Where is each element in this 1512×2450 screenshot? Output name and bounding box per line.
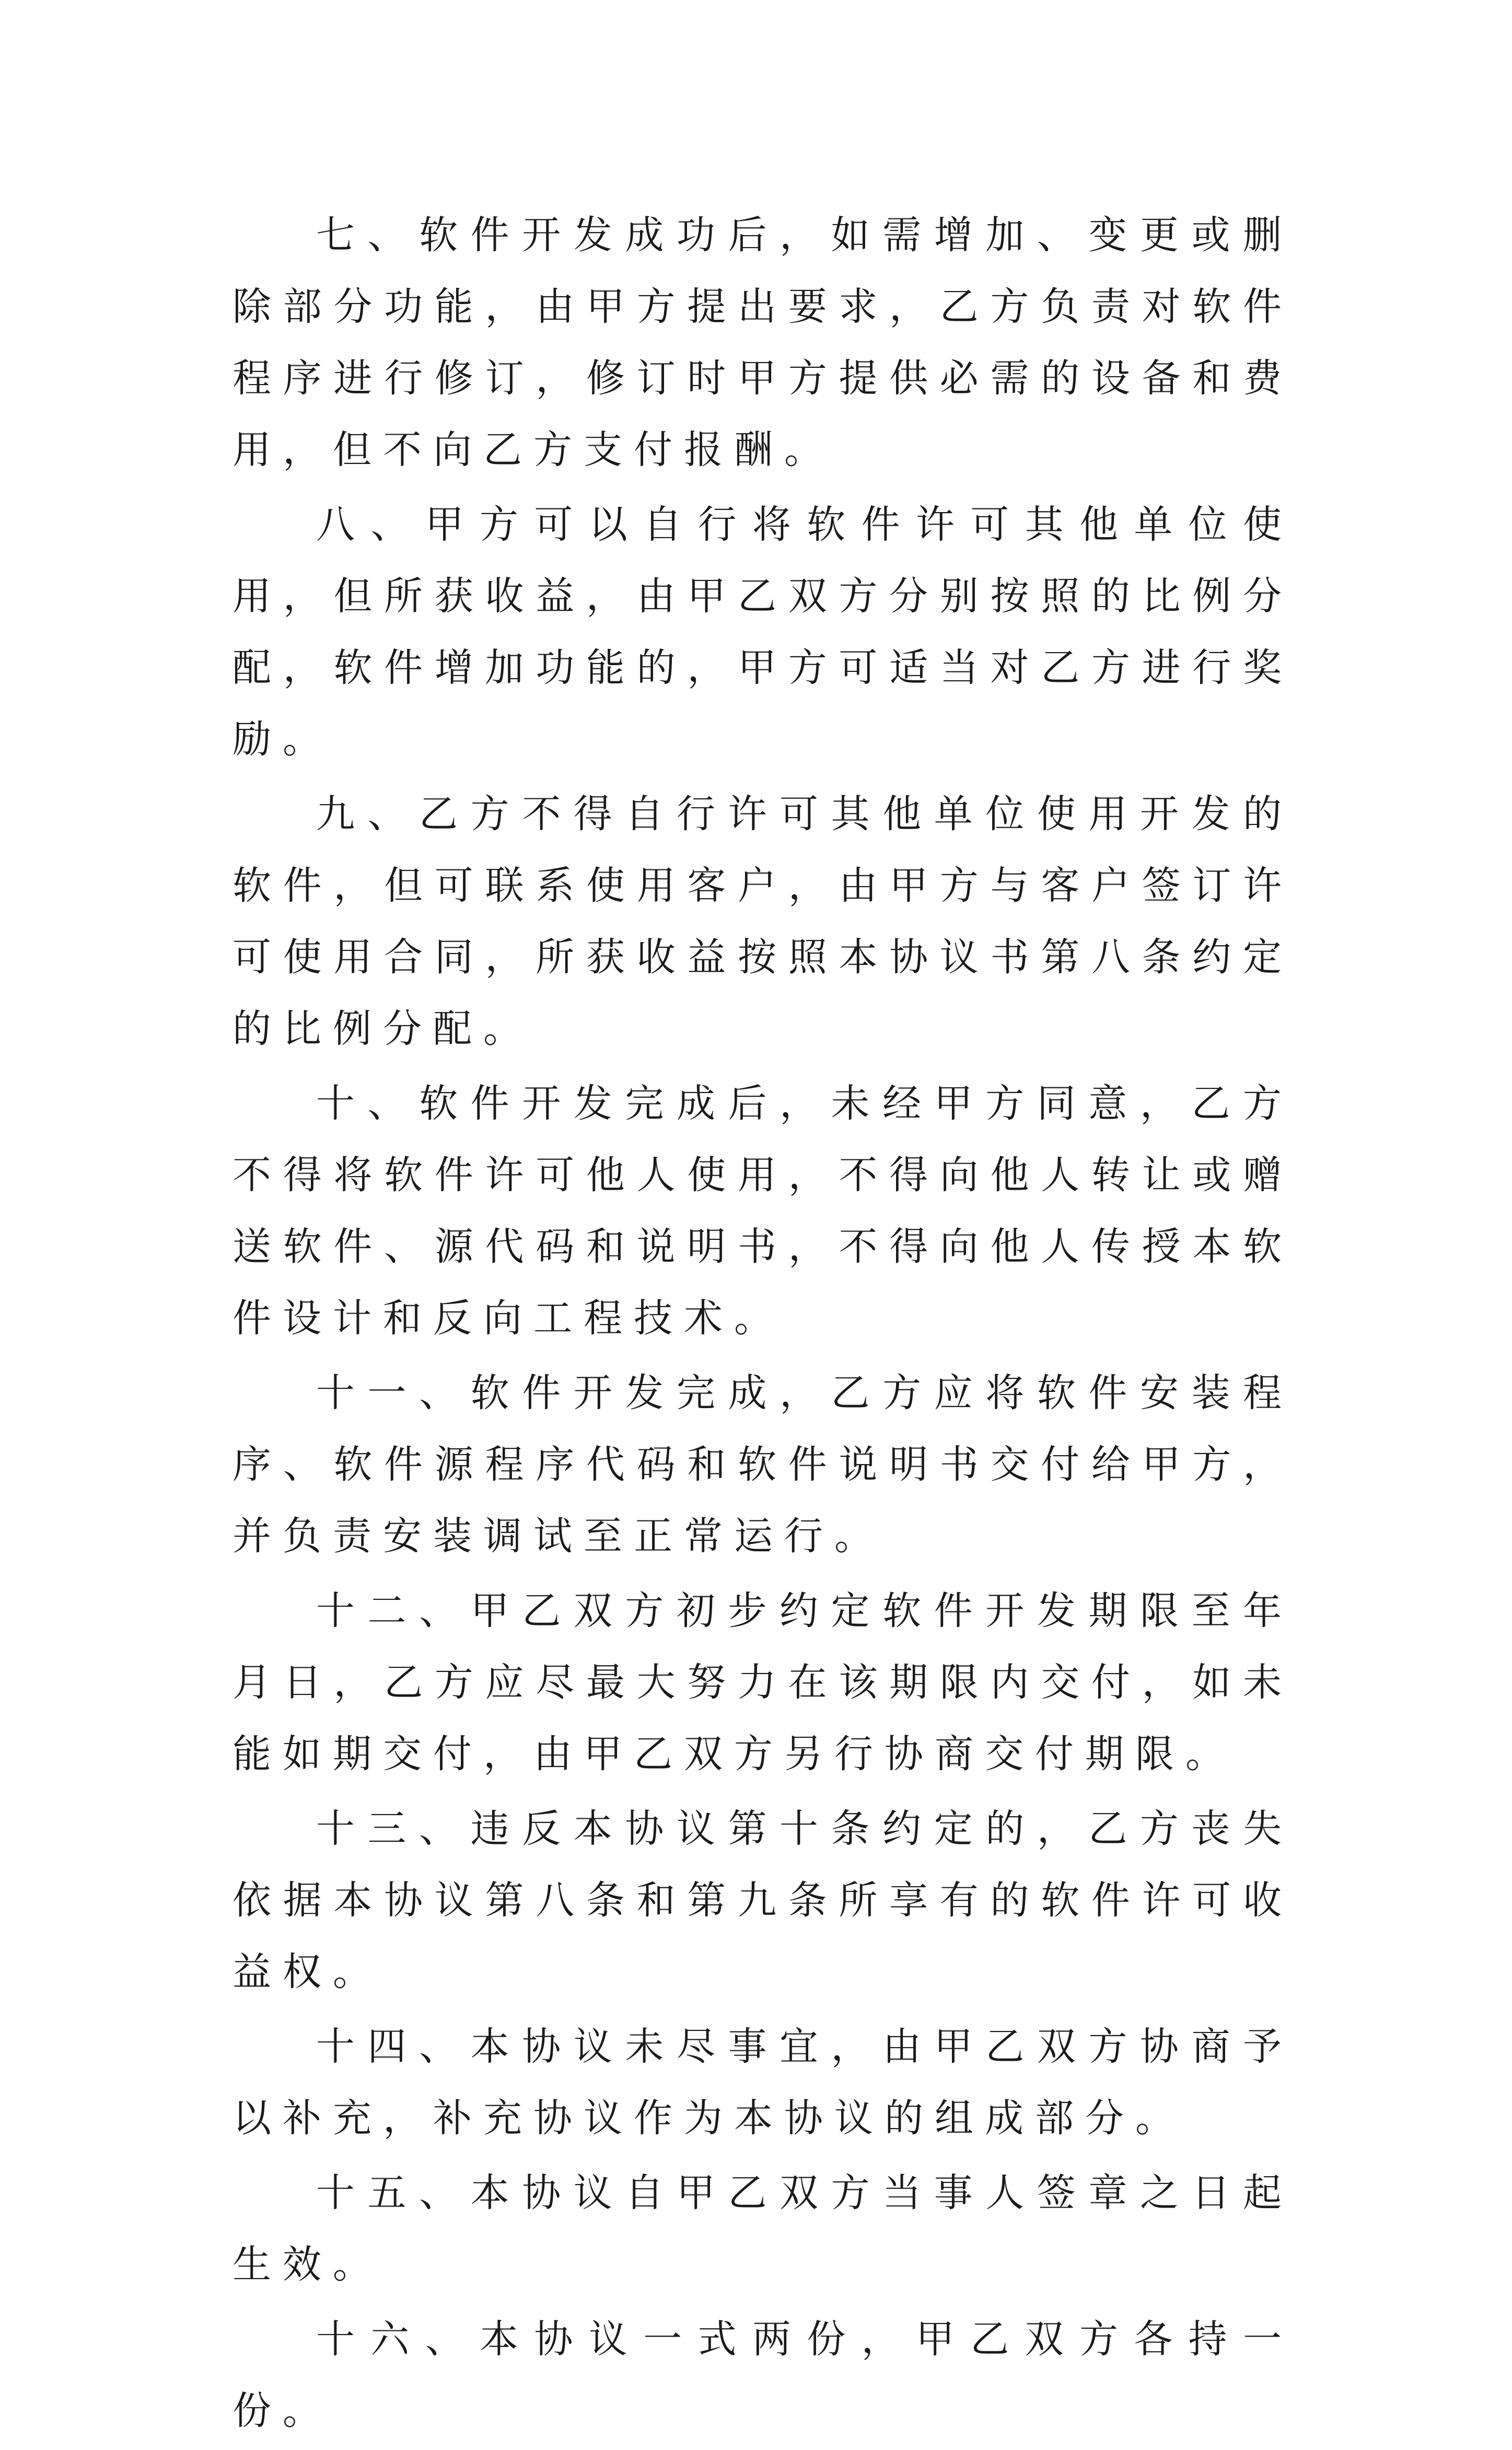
clause-7: 七、软件开发成功后，如需增加、变更或删除部分功能，由甲方提出要求，乙方负责对软件程序进行修订，修订时甲方提供必需的设备和费用，但不向乙方支付报酬。	[232, 213, 1293, 472]
clause-10: 十、软件开发完成后，未经甲方同意，乙方不得将软件许可他人使用，不得向他人转让或赠送软件、源代码和说明书，不得向他人传授本软件设计和反向工程技术。	[232, 1081, 1293, 1341]
clause-8: 八、甲方可以自行将软件许可其他单位使用，但所获收益，由甲乙双方分别按照的比例分配，软件增加功能的，甲方可适当对乙方进行奖励。	[232, 502, 1293, 762]
clause-14: 十四、本协议未尽事宜，由甲乙双方协商予以补充，补充协议作为本协议的组成部分。	[232, 2024, 1293, 2141]
clause-11: 十一、软件开发完成，乙方应将软件安装程序、软件源程序代码和软件说明书交付给甲方，并负责安装调试至正常运行。	[232, 1371, 1293, 1559]
clause-9: 九、乙方不得自行许可其他单位使用开发的软件，但可联系使用客户，由甲方与客户签订许可使用合同，所获收益按照本协议书第八条约定的比例分配。	[232, 792, 1293, 1051]
document-body	[232, 200, 1293, 2450]
clause-16: 十六、本协议一式两份，甲乙双方各持一份。	[232, 2317, 1293, 2433]
clause-13: 十三、违反本协议第十条约定的，乙方丧失依据本协议第八条和第九条所享有的软件许可收益权。	[232, 1806, 1293, 1994]
clause-15: 十五、本协议自甲乙双方当事人签章之日起生效。	[232, 2170, 1293, 2287]
clause-12: 十二、甲乙双方初步约定软件开发期限至年月日，乙方应尽最大努力在该期限内交付，如未能如期交付，由甲乙双方另行协商交付期限。	[232, 1588, 1293, 1776]
